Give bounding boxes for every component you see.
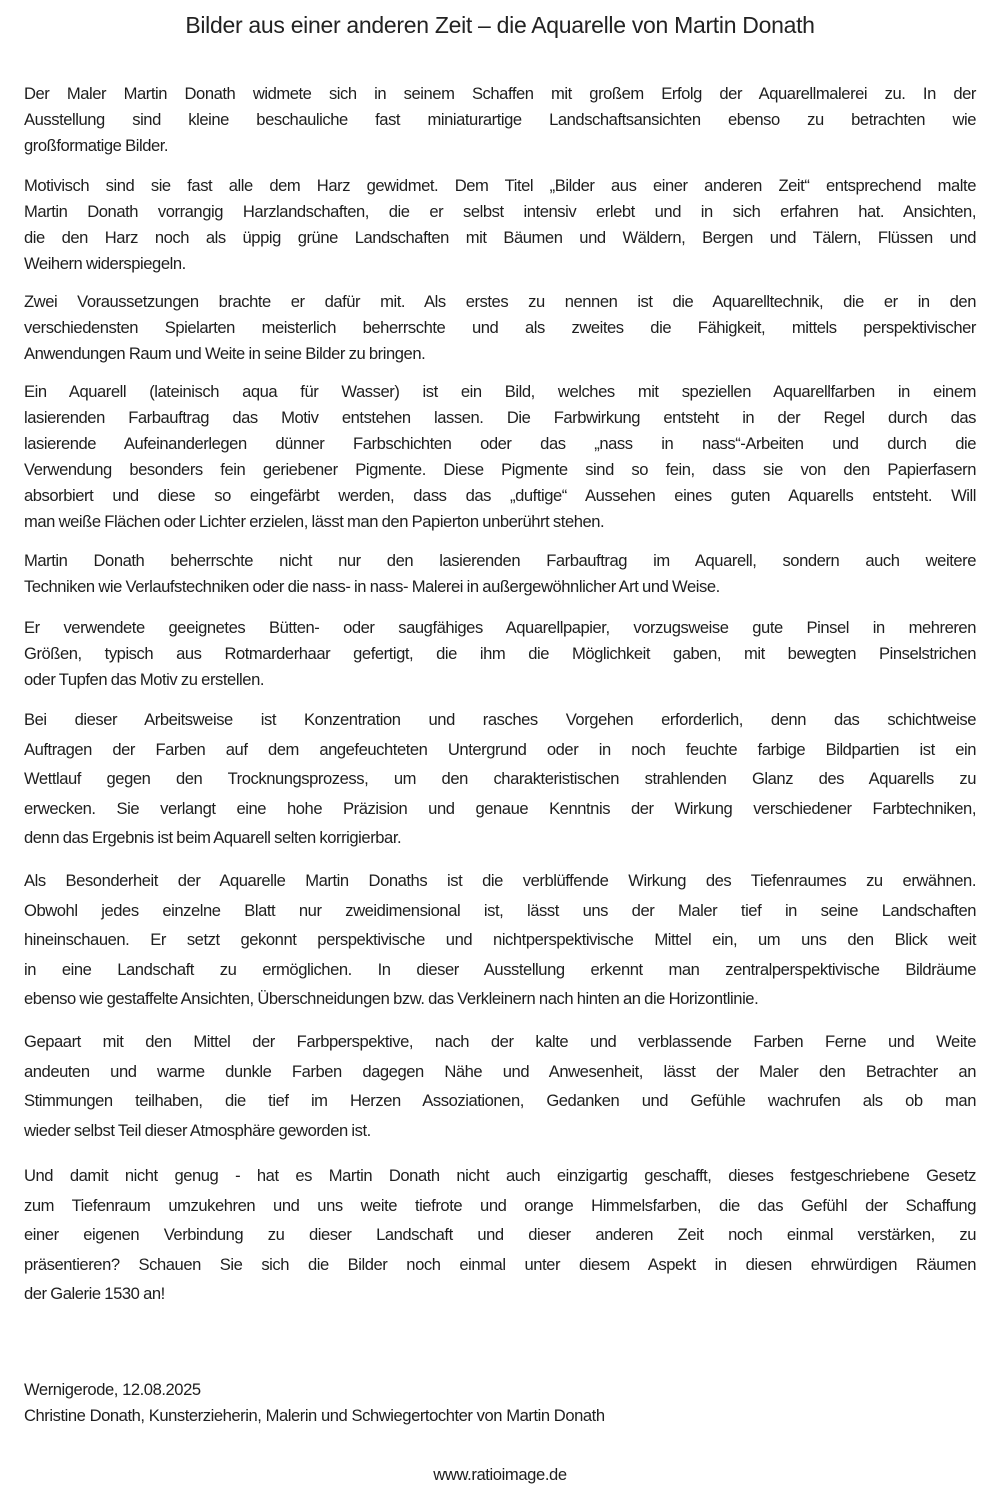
text-line: ebenso wie gestaffelte Ansichten, Überschneidungen bzw. das Verkleinern nach hinten an die Horizontlinie.: [24, 989, 759, 1008]
text-line: Weihern widerspiegeln.: [24, 254, 186, 273]
signature-author: Christine Donath, Kunsterzieherin, Malerin und Schwiegertochter von Martin Donath: [24, 1406, 605, 1425]
paragraph-prerequisites: [24, 289, 976, 367]
text-line: Er verwendete geeignetes Bütten- oder saugfähiges Aquarellpapier, vorzugsweise gute Pinsel in mehreren: [24, 618, 976, 637]
text-line: wieder selbst Teil dieser Atmosphäre geworden ist.: [24, 1120, 371, 1140]
text-line: Stimmungen teilhaben, die tief im Herzen Assoziationen, Gedanken und Gefühle wachrufen als ob man: [24, 1091, 976, 1110]
text-line: Ein Aquarell (lateinisch aqua für Wasser) ist ein Bild, welches mit speziellen Aquarellfarben in einem: [24, 382, 976, 401]
text-line: Ausstellung sind kleine beschauliche fast miniaturartige Landschaftsansichten ebenso zu betrachten wie: [24, 110, 976, 129]
text-line: großformatige Bilder.: [24, 136, 169, 155]
document-title: Bilder aus einer anderen Zeit – die Aquarelle von Martin Donath: [185, 12, 815, 38]
text-line: Auftragen der Farben auf dem angefeuchteten Untergrund oder in noch feuchte farbige Bildpartien ist ein: [24, 739, 976, 759]
text-line: der Galerie 1530 an!: [24, 1284, 165, 1303]
text-line: lasierenden Farbauftrag das Motiv entstehen lassen. Die Farbwirkung entsteht in der Regel durch das: [24, 408, 976, 427]
paragraph-depth: [24, 866, 976, 1014]
text-line: Techniken wie Verlaufstechniken oder die nass- in nass- Malerei in außergewöhnlicher Art und Weise.: [24, 577, 720, 596]
text-line: einer eigenen Verbindung zu dieser Landschaft und dieser anderen Zeit noch einmal verstärken, zu: [24, 1225, 976, 1244]
text-line: man weiße Flächen oder Lichter erzielen, lässt man den Papierton unberührt stehen.: [24, 512, 605, 531]
text-line: präsentieren? Schauen Sie sich die Bilder noch einmal unter diesem Aspekt in diesen ehrwürdigen Räumen: [24, 1254, 976, 1274]
text-line: andeuten und warme dunkle Farben dagegen Nähe und Anwesenheit, lässt der Maler den Betrachter an: [24, 1061, 976, 1081]
text-line: Wettlauf gegen den Trocknungsprozess, um den charakteristischen strahlenden Glanz des Aquarells zu: [24, 769, 976, 788]
text-line: absorbiert und diese so eingefärbt werden, dass das „duftige“ Aussehen eines guten Aquarells entsteht. Will: [24, 486, 976, 505]
text-line: Und damit nicht genug - hat es Martin Donath nicht auch einzigartig geschafft, dieses festgeschriebene Gesetz: [24, 1166, 976, 1185]
text-line: die den Harz noch als üppig grüne Landschaften mit Bäumen und Wäldern, Bergen und Tälern, Flüssen und: [24, 228, 976, 247]
paragraph-color-perspective: [24, 1027, 976, 1145]
text-line: Obwohl jedes einzelne Blatt nur zweidimensional ist, lässt uns der Maler tief in seine Landschaften: [24, 900, 976, 920]
text-line: Martin Donath vorrangig Harzlandschaften, die er selbst intensiv erlebt und in sich erfahren hat. Ansichten,: [24, 202, 976, 221]
text-line: Größen, typisch aus Rotmarderhaar gefertigt, die ihm die Möglichkeit gaben, mit bewegten Pinselstrichen: [24, 644, 976, 663]
paragraph-materials: [24, 615, 976, 693]
paragraph-conclusion: [24, 1161, 976, 1309]
paragraph-intro: [24, 81, 976, 159]
text-line: Als Besonderheit der Aquarelle Martin Donaths ist die verblüffende Wirkung des Tiefenraumes zu erwähnen.: [24, 871, 976, 890]
text-line: zum Tiefenraum umzukehren und uns weite tiefrote und orange Himmelsfarben, die das Gefühl der Schaffung: [24, 1195, 976, 1215]
text-line: Martin Donath beherrschte nicht nur den lasierenden Farbauftrag im Aquarell, sondern auch weitere: [24, 551, 976, 570]
text-line: erwecken. Sie verlangt eine hohe Präzision und genaue Kenntnis der Wirkung verschiedener Farbtechniken,: [24, 798, 976, 818]
text-line: Verwendung besonders fein geriebener Pigmente. Diese Pigmente sind so fein, dass sie von den Papierfasern: [24, 460, 976, 479]
text-line: denn das Ergebnis ist beim Aquarell selten korrigierbar.: [24, 828, 402, 847]
paragraph-working-method: [24, 705, 976, 853]
paragraph-techniques: [24, 548, 976, 600]
text-line: Motivisch sind sie fast alle dem Harz gewidmet. Dem Titel „Bilder aus einer anderen Zeit“ entsprechend malte: [24, 176, 976, 195]
text-line: hineinschauen. Er setzt gekonnt perspektivische und nichtperspektivische Mittel ein, um uns den Blick weit: [24, 930, 976, 949]
paragraph-aquarell-definition: [24, 379, 976, 535]
text-line: Anwendungen Raum und Weite in seine Bilder zu bringen.: [24, 344, 426, 363]
text-line: oder Tupfen das Motiv zu erstellen.: [24, 670, 265, 689]
text-line: Bei dieser Arbeitsweise ist Konzentration und rasches Vorgehen erforderlich, denn das schichtweise: [24, 710, 976, 729]
signature-place-date: Wernigerode, 12.08.2025: [24, 1380, 201, 1399]
text-line: Zwei Voraussetzungen brachte er dafür mit. Als erstes zu nennen ist die Aquarelltechnik, die er in den: [24, 292, 976, 311]
paragraph-motive: [24, 173, 976, 277]
footer: [0, 1463, 1000, 1487]
text-line: in eine Landschaft zu ermöglichen. In dieser Ausstellung erkennt man zentralperspektivische Bildräume: [24, 959, 976, 979]
text-line: Der Maler Martin Donath widmete sich in seinem Schaffen mit großem Erfolg der Aquarellmalerei zu. In der: [24, 84, 976, 103]
website-link[interactable]: www.ratioimage.de: [433, 1465, 567, 1484]
text-line: lasierende Aufeinanderlegen dünner Farbschichten oder das „nass in nass“-Arbeiten und durch die: [24, 434, 976, 453]
text-line: Gepaart mit den Mittel der Farbperspektive, nach der kalte und verblassende Farben Ferne und Weite: [24, 1032, 976, 1051]
text-line: verschiedensten Spielarten meisterlich beherrschte und als zweites die Fähigkeit, mittels perspektivischer: [24, 318, 976, 337]
